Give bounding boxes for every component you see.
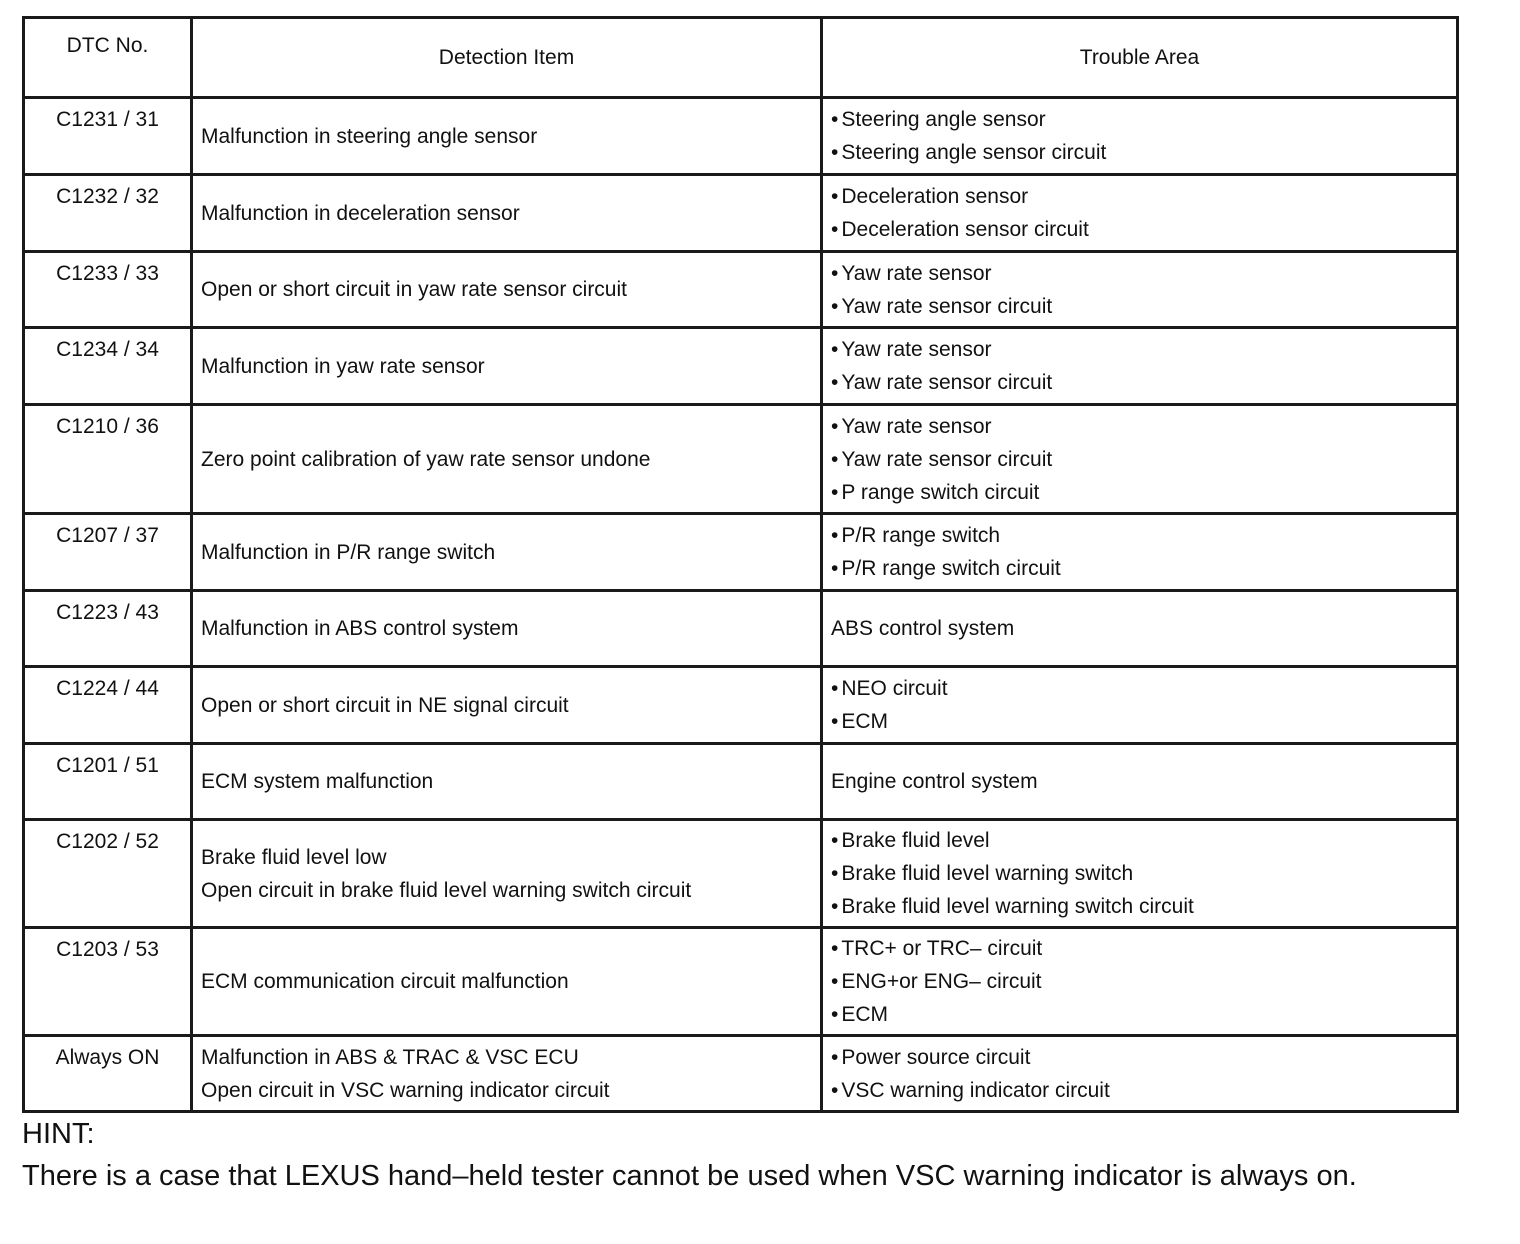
- dtc-code-cell: C1233 / 33: [24, 252, 192, 328]
- trouble-area-line: • Yaw rate sensor: [831, 410, 1456, 443]
- table-row: [24, 591, 1458, 667]
- detection-item-line: Brake fluid level low: [201, 845, 387, 869]
- trouble-area-cell: [822, 405, 1458, 514]
- table-body: [24, 98, 1458, 1112]
- trouble-area-line: ABS control system: [831, 617, 1015, 640]
- detection-item-cell: [192, 98, 822, 175]
- dtc-code-cell: C1202 / 52: [24, 820, 192, 928]
- trouble-area-cell: [822, 591, 1458, 667]
- detection-item-line: Malfunction in P/R range switch: [201, 540, 496, 564]
- trouble-area-cell: [822, 98, 1458, 175]
- detection-item-line: Malfunction in yaw rate sensor: [201, 354, 485, 378]
- detection-item-cell: [192, 820, 822, 928]
- trouble-area-cell: [822, 252, 1458, 328]
- trouble-area-cell: [822, 1036, 1458, 1112]
- table-header-row: [24, 18, 1458, 98]
- dtc-code-cell: C1210 / 36: [24, 405, 192, 514]
- detection-item-line: Open circuit in VSC warning indicator circuit: [201, 1078, 610, 1102]
- detection-item-line: ECM communication circuit malfunction: [201, 970, 569, 993]
- dtc-code-cell: C1224 / 44: [24, 667, 192, 744]
- hint-label: HINT:: [22, 1118, 95, 1150]
- detection-item-line: Malfunction in steering angle sensor: [201, 124, 538, 148]
- detection-item-line: ECM system malfunction: [201, 770, 434, 793]
- detection-item-cell: [192, 514, 822, 591]
- trouble-area-line: • ECM: [831, 705, 1456, 738]
- trouble-area-line: • Yaw rate sensor: [831, 333, 1456, 366]
- detection-item-line: Open or short circuit in yaw rate sensor circuit: [201, 278, 627, 301]
- trouble-area-line: • VSC warning indicator circuit: [831, 1074, 1456, 1107]
- trouble-area-line: • Yaw rate sensor: [831, 257, 1456, 290]
- detection-item-line: Zero point calibration of yaw rate sensor undone: [201, 447, 651, 471]
- detection-item-cell: [192, 928, 822, 1036]
- dtc-code-cell: C1232 / 32: [24, 175, 192, 252]
- header-dtc-no: DTC No.: [24, 18, 192, 98]
- trouble-area-line: • Yaw rate sensor circuit: [831, 290, 1456, 323]
- table-row: [24, 252, 1458, 328]
- dtc-code-cell: C1234 / 34: [24, 328, 192, 405]
- detection-item-cell: [192, 1036, 822, 1112]
- table-row: [24, 820, 1458, 928]
- trouble-area-line: • TRC+ or TRC– circuit: [831, 932, 1456, 965]
- dtc-table: [22, 16, 1459, 1113]
- trouble-area-cell: [822, 928, 1458, 1036]
- table-row: [24, 328, 1458, 405]
- dtc-code-cell: Always ON: [24, 1036, 192, 1112]
- trouble-area-line: • Deceleration sensor: [831, 180, 1456, 213]
- trouble-area-cell: [822, 744, 1458, 820]
- table-row: [24, 928, 1458, 1036]
- trouble-area-line: • Steering angle sensor circuit: [831, 136, 1456, 169]
- trouble-area-line: • ENG+or ENG– circuit: [831, 965, 1456, 998]
- detection-item-cell: [192, 591, 822, 667]
- trouble-area-cell: [822, 667, 1458, 744]
- trouble-area-cell: [822, 514, 1458, 591]
- detection-item-line: Open circuit in brake fluid level warning switch circuit: [201, 878, 692, 902]
- trouble-area-line: • Yaw rate sensor circuit: [831, 443, 1456, 476]
- trouble-area-cell: [822, 328, 1458, 405]
- dtc-code-cell: C1207 / 37: [24, 514, 192, 591]
- dtc-code-cell: C1223 / 43: [24, 591, 192, 667]
- detection-item-cell: [192, 744, 822, 820]
- dtc-code-cell: C1203 / 53: [24, 928, 192, 1036]
- detection-item-line: Open or short circuit in NE signal circuit: [201, 693, 569, 717]
- detection-item-line: Malfunction in ABS control system: [201, 617, 519, 640]
- trouble-area-line: • P/R range switch circuit: [831, 552, 1456, 585]
- detection-item-cell: [192, 667, 822, 744]
- trouble-area-line: • Steering angle sensor: [831, 103, 1456, 136]
- detection-item-line: Malfunction in deceleration sensor: [201, 201, 520, 225]
- table-row: [24, 667, 1458, 744]
- detection-item-line: Malfunction in ABS & TRAC & VSC ECU: [201, 1045, 579, 1069]
- table-row: [24, 175, 1458, 252]
- trouble-area-line: • P/R range switch: [831, 519, 1456, 552]
- dtc-code-cell: C1231 / 31: [24, 98, 192, 175]
- table-row: [24, 405, 1458, 514]
- header-detection-item: Detection Item: [192, 18, 822, 98]
- detection-item-cell: [192, 252, 822, 328]
- trouble-area-line: • Deceleration sensor circuit: [831, 213, 1456, 246]
- table-row: [24, 514, 1458, 591]
- trouble-area-line: • NEO circuit: [831, 672, 1456, 705]
- trouble-area-line: Engine control system: [831, 770, 1038, 793]
- table-row: [24, 1036, 1458, 1112]
- detection-item-cell: [192, 405, 822, 514]
- header-trouble-area: Trouble Area: [822, 18, 1458, 98]
- trouble-area-cell: [822, 175, 1458, 252]
- trouble-area-cell: [822, 820, 1458, 928]
- trouble-area-line: • ECM: [831, 998, 1456, 1031]
- table-row: [24, 744, 1458, 820]
- table-row: [24, 98, 1458, 175]
- trouble-area-line: • P range switch circuit: [831, 476, 1456, 509]
- trouble-area-line: • Brake fluid level warning switch: [831, 857, 1456, 890]
- detection-item-cell: [192, 175, 822, 252]
- dtc-code-cell: C1201 / 51: [24, 744, 192, 820]
- trouble-area-line: • Power source circuit: [831, 1041, 1456, 1074]
- trouble-area-line: • Yaw rate sensor circuit: [831, 366, 1456, 399]
- hint-text: There is a case that LEXUS hand–held tester cannot be used when VSC warning indicator is always on.: [22, 1160, 1357, 1192]
- detection-item-cell: [192, 328, 822, 405]
- trouble-area-line: • Brake fluid level warning switch circuit: [831, 890, 1456, 923]
- trouble-area-line: • Brake fluid level: [831, 824, 1456, 857]
